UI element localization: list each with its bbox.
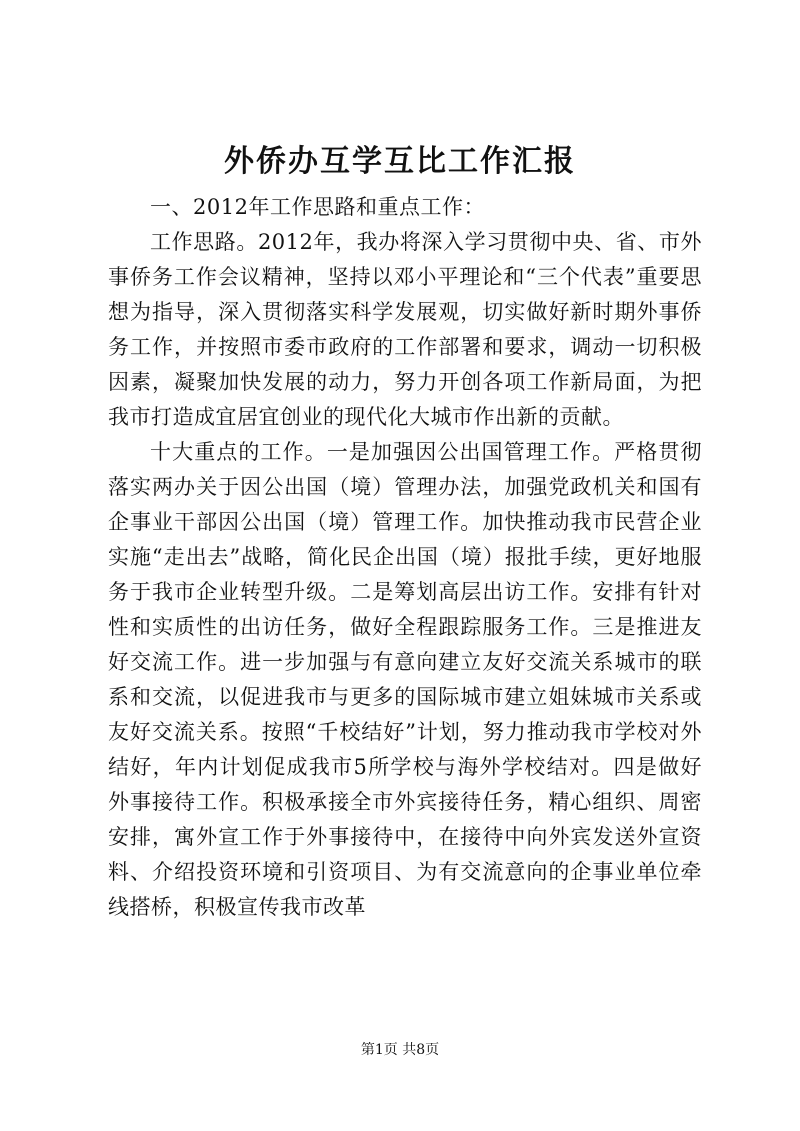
paragraph-key-tasks: 十大重点的工作。一是加强因公出国管理工作。严格贯彻落实两办关于因公出国（境）管理办法，加强党政机关和国有企事业干部因公出国（境）管理工作。加快推动我市民营企业实施“走出去”战略，简化民企出国（境）报批手续，更好地服务于我市企业转型升级。二是筹划高层出访工作。安排有针对性和实质性的出访任务，做好全程跟踪服务工作。三是推进友好交流工作。进一步加强与有意向建立友好交流关系城市的联系和交流，以促进我市与更多的国际城市建立姐妹城市关系或友好交流关系。按照“千校结好”计划，努力推动我市学校对外结好，年内计划促成我市5所学校与海外学校结对。四是做好外事接待工作。积极承接全市外宾接待任务，精心组织、周密安排，寓外宣工作于外事接待中，在接待中向外宾发送外宣资料、介绍投资环境和引资项目、为有交流意向的企事业单位牵线搭桥，积极宣传我市改革: [108, 440, 702, 919]
section-heading: 一、2012年工作思路和重点工作：: [150, 195, 485, 219]
page-number-footer: 第1页 共8页: [360, 1042, 440, 1058]
document-title: 外侨办互学互比工作汇报: [224, 144, 576, 179]
document-body: [108, 190, 702, 925]
paragraph-work-approach: 工作思路。2012年，我办将深入学习贯彻中央、省、市外事侨务工作会议精神，坚持以邓小平理论和“三个代表”重要思想为指导，深入贯彻落实科学发展观，切实做好新时期外事侨务工作，并按照市委市政府的工作部署和要求，调动一切积极因素，凝聚加快发展的动力，努力开创各项工作新局面，为把我市打造成宜居宜创业的现代化大城市作出新的贡献。: [108, 230, 702, 429]
